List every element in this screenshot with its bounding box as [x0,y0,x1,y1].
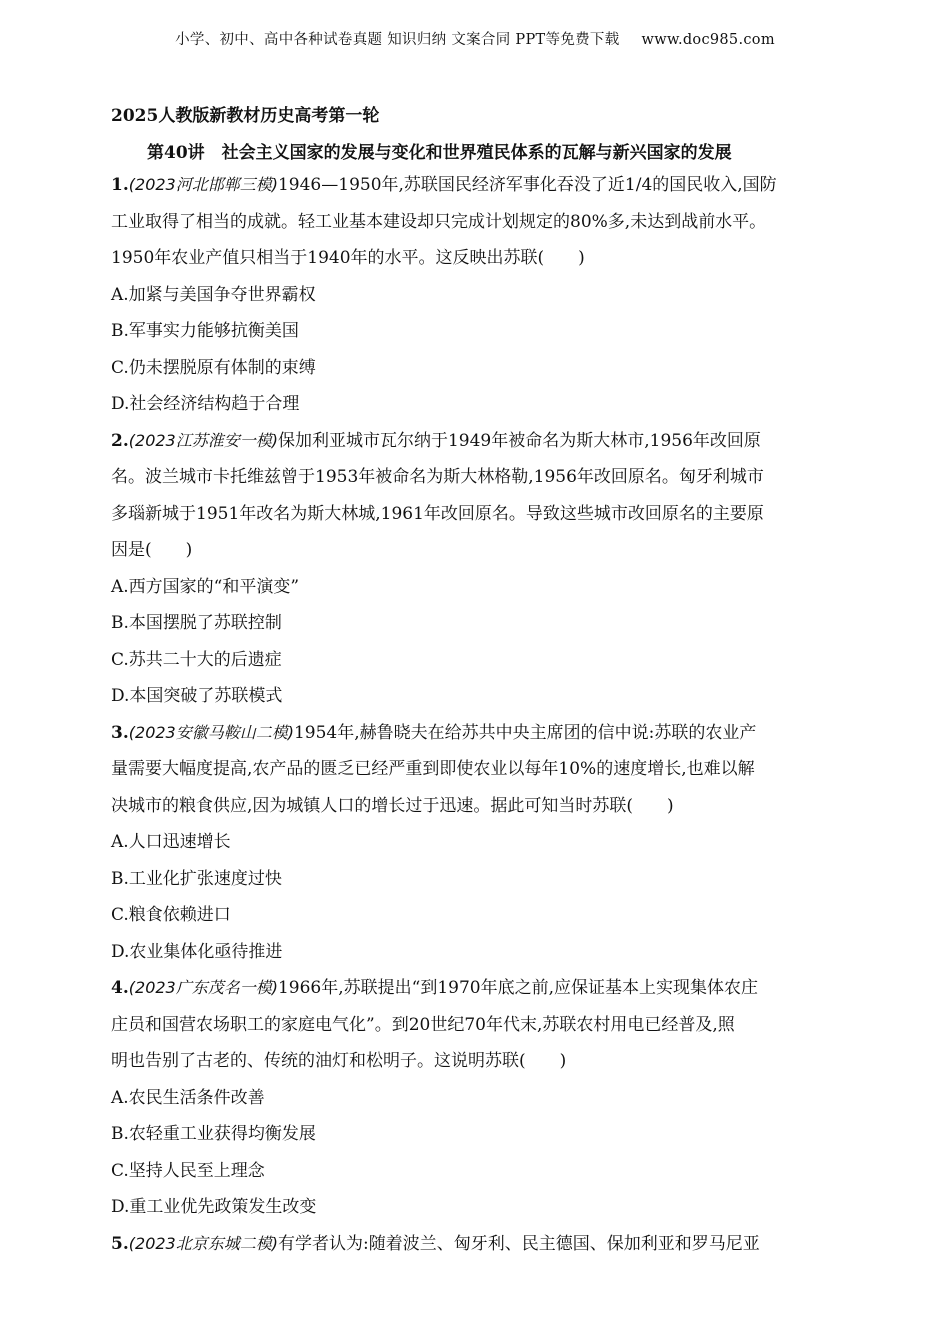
question-line: 多瑙新城于1951年改名为斯大林城,1961年改回原名。导致这些城市改回原名的主要原 [111,503,764,524]
option-c: C.仍未摆脱原有体制的束缚 [111,357,316,378]
question-5 [111,1226,846,1263]
option-c: C.坚持人民至上理念 [111,1160,265,1181]
question-line: 决城市的粮食供应,因为城镇人口的增长过于迅速。据此可知当时苏联( ) [111,795,674,816]
question-source: (2023安徽马鞍山二模) [128,722,294,742]
option-a: A.农民生活条件改善 [111,1087,265,1108]
question-line: 1950年农业产值只相当于1940年的水平。这反映出苏联( ) [111,248,585,268]
question-line: 1966年,苏联提出“到1970年底之前,应保证基本上实现集体农庄 [277,978,759,998]
question-source: (2023江苏淮安一模) [128,430,278,450]
question-source: (2023北京东城二模) [128,1233,278,1253]
question-number: 1 [111,175,123,195]
option-d: D.重工业优先政策发生改变 [111,1197,317,1217]
option-b: B.军事实力能够抗衡美国 [111,321,299,341]
question-text: 3.(2023安徽马鞍山二模)1954年,赫鲁晓夫在给苏共中央主席团的信中说:苏联的农业产 [111,722,757,743]
page-header [0,28,950,49]
question-4 [111,970,846,1226]
question-number: 3 [111,722,123,743]
question-line: 量需要大幅度提高,农产品的匮乏已经严重到即使农业以每年10%的速度增长,也难以解 [111,759,755,779]
lesson-title: 第40讲 社会主义国家的发展与变化和世界殖民体系的瓦解与新兴国家的发展 [147,143,732,163]
question-line: 1954年,赫鲁晓夫在给苏共中央主席团的信中说:苏联的农业产 [293,722,757,743]
question-1 [111,167,846,423]
question-3 [111,715,846,971]
option-d: D.本国突破了苏联模式 [111,686,283,706]
option-d: D.农业集体化亟待推进 [111,941,283,962]
question-number: 5 [111,1233,123,1254]
question-line: 有学者认为:随着波兰、匈牙利、民主德国、保加利亚和罗马尼亚 [277,1233,760,1254]
option-a: A.加紧与美国争夺世界霸权 [111,284,316,305]
header-tagline: 小学、初中、高中各种试卷真题 知识归纳 文案合同 PPT等免费下载 [175,32,620,48]
header-site-link[interactable]: www.doc985.com [641,32,775,48]
question-line: 1946—1950年,苏联国民经济军事化吞没了近1/4的国民收入,国防 [277,175,777,195]
question-number: 4 [111,978,123,998]
document-title: 2025人教版新教材历史高考第一轮 [111,106,380,126]
question-line: 因是( ) [111,540,193,560]
question-source: (2023广东茂名一模) [128,978,278,997]
option-b: B.本国摆脱了苏联控制 [111,613,282,633]
question-line: 工业取得了相当的成就。轻工业基本建设却只完成计划规定的80%多,未达到战前水平。 [111,211,767,232]
question-line: 庄员和国营农场职工的家庭电气化”。到20世纪70年代末,苏联农村用电已经普及,照 [111,1014,735,1035]
document-body [111,104,846,1262]
option-b: B.工业化扩张速度过快 [111,868,282,889]
option-a: A.人口迅速增长 [111,832,231,852]
question-line: 名。波兰城市卡托维兹曾于1953年被命名为斯大林格勒,1956年改回原名。匈牙利城市 [111,467,764,487]
question-text: 4.(2023广东茂名一模)1966年,苏联提出“到1970年底之前,应保证基本上实现集体农庄 [111,978,759,998]
option-c: C.粮食依赖进口 [111,905,231,925]
question-text: 1.(2023河北邯郸三模)1946—1950年,苏联国民经济军事化吞没了近1/4的国民收入,国防 [111,175,777,195]
question-2 [111,423,846,715]
question-line: 保加利亚城市瓦尔纳于1949年被命名为斯大林市,1956年改回原 [277,430,761,451]
question-text: 2.(2023江苏淮安一模)保加利亚城市瓦尔纳于1949年被命名为斯大林市,1956年改回原 [111,430,761,451]
option-c: C.苏共二十大的后遗症 [111,649,282,670]
question-number: 2 [111,430,123,451]
option-a: A.西方国家的“和平演变” [111,576,300,597]
question-text: 5.(2023北京东城二模)有学者认为:随着波兰、匈牙利、民主德国、保加利亚和罗马尼亚 [111,1233,760,1254]
question-source: (2023河北邯郸三模) [128,175,278,194]
option-b: B.农轻重工业获得均衡发展 [111,1124,316,1144]
question-line: 明也告别了古老的、传统的油灯和松明子。这说明苏联( ) [111,1051,567,1071]
option-d: D.社会经济结构趋于合理 [111,394,300,414]
